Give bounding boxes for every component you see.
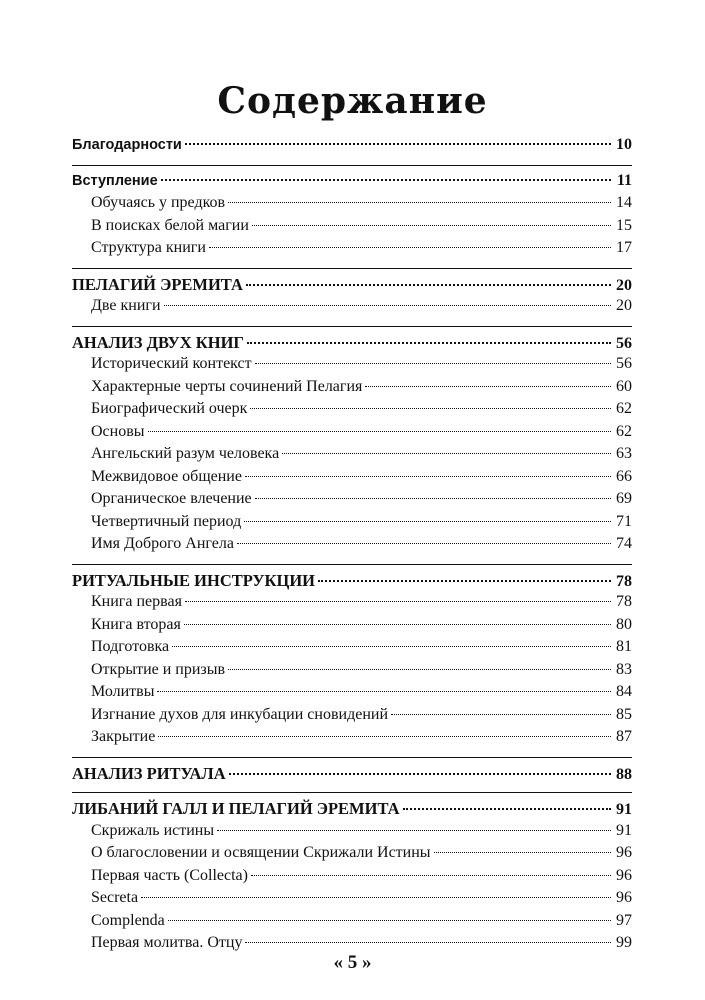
dot-leader <box>158 736 611 737</box>
toc-heading-entry[interactable] <box>72 764 632 787</box>
toc-entry-label: Открытие и призыв <box>91 660 226 678</box>
toc-entry-page: 80 <box>616 615 632 633</box>
toc-section <box>72 130 632 165</box>
page-title: Содержание <box>217 80 488 122</box>
toc-entry-label: Органическое влечение <box>91 490 252 507</box>
toc-entry[interactable] <box>72 513 632 536</box>
toc-entry-page: 15 <box>616 216 632 234</box>
toc-entry-label: Структура книги <box>91 239 206 256</box>
toc-entry-page: 56 <box>616 334 632 352</box>
toc-entry[interactable] <box>72 297 632 320</box>
toc-entry[interactable] <box>72 423 632 446</box>
toc-entry-page: 81 <box>616 638 632 655</box>
toc-entry-label: Книга вторая <box>91 615 181 633</box>
dot-leader <box>247 342 611 344</box>
toc-entry[interactable] <box>72 239 632 262</box>
toc-entry-label: АНАЛИЗ РИТУАЛА <box>72 763 226 783</box>
toc-entry-label: Межвидовое общение <box>91 467 242 485</box>
toc-entry[interactable] <box>72 593 632 616</box>
toc-entry-label: Две книги <box>91 297 161 314</box>
toc-entry-label: Благодарности <box>72 137 182 153</box>
toc-entry-page: 69 <box>616 490 632 507</box>
toc-entry-label: Скрижаль истины <box>91 821 215 839</box>
toc-entry-page: 71 <box>616 512 632 530</box>
toc-entry-page: 74 <box>616 535 632 552</box>
toc-entry-page: 56 <box>616 355 632 372</box>
toc-entry[interactable] <box>72 912 632 935</box>
toc-entry[interactable] <box>72 490 632 513</box>
toc-heading-entry[interactable] <box>72 136 632 159</box>
toc-entry-page: 63 <box>616 445 632 462</box>
toc-entry-label: Имя Доброго Ангела <box>91 535 234 552</box>
toc-entry-label: ЛИБАНИЙ ГАЛЛ И ПЕЛАГИЙ ЭРЕМИТА <box>72 799 400 818</box>
toc-heading-entry[interactable] <box>72 333 632 356</box>
toc-entry-page: 84 <box>616 683 632 700</box>
toc-entry-page: 60 <box>616 377 632 395</box>
dot-leader <box>391 714 611 715</box>
toc-entry-label: Исторический контекст <box>91 355 252 372</box>
dot-leader <box>228 202 611 203</box>
toc-entry[interactable] <box>72 844 632 867</box>
toc-entry-label: Ангельский разум человека <box>91 445 280 462</box>
toc-section <box>72 268 632 326</box>
toc-entry-page: 99 <box>616 934 632 951</box>
toc-entry-label: Основы <box>91 422 145 440</box>
toc-entry-label: Complenda <box>91 911 165 929</box>
toc-entry-label: В поисках белой магии <box>91 216 249 234</box>
toc-entry-label: Первая часть (Collecta) <box>91 866 248 884</box>
toc-section <box>72 757 632 793</box>
toc-entry-page: 87 <box>616 728 632 745</box>
toc-entry-page: 78 <box>616 593 632 610</box>
toc-entry-page: 91 <box>616 801 632 818</box>
table-of-contents <box>72 130 632 963</box>
dot-leader <box>157 691 611 692</box>
toc-section <box>72 326 632 564</box>
toc-entry-page: 85 <box>616 705 632 723</box>
dot-leader <box>250 408 611 409</box>
dot-leader <box>168 920 611 921</box>
toc-entry-label: Закрытие <box>91 728 156 745</box>
toc-entry-page: 14 <box>616 194 632 211</box>
toc-entry[interactable] <box>72 535 632 558</box>
toc-entry-label: Изгнание духов для инкубации сновидений <box>91 705 388 723</box>
toc-entry[interactable] <box>72 400 632 423</box>
toc-entry-page: 62 <box>616 422 632 440</box>
toc-entry-label: Книга первая <box>91 593 182 610</box>
dot-leader <box>229 773 611 775</box>
toc-entry-label: АНАЛИЗ ДВУХ КНИГ <box>72 332 244 352</box>
dot-leader <box>403 808 611 810</box>
toc-entry-label: Secreta <box>91 889 139 906</box>
dot-leader <box>217 830 611 831</box>
dot-leader <box>185 601 611 602</box>
dot-leader <box>252 225 611 226</box>
toc-entry-page: 10 <box>616 136 632 153</box>
dot-leader <box>141 897 611 898</box>
toc-entry-label: Подготовка <box>91 638 170 655</box>
toc-entry[interactable] <box>72 355 632 378</box>
toc-heading-entry[interactable] <box>72 172 632 195</box>
toc-entry[interactable] <box>72 616 632 639</box>
toc-section <box>72 165 632 268</box>
toc-entry[interactable] <box>72 867 632 890</box>
toc-entry[interactable] <box>72 706 632 729</box>
toc-heading-entry[interactable] <box>72 799 632 822</box>
toc-entry-page: 88 <box>616 765 632 783</box>
toc-entry-label: Молитвы <box>91 683 155 700</box>
toc-entry-label: О благословении и освящении Скрижали Истины <box>91 844 431 861</box>
toc-entry-label: Четвертичный период <box>91 512 242 530</box>
dot-leader <box>184 624 611 625</box>
dot-leader <box>255 363 611 364</box>
dot-leader <box>282 453 611 454</box>
toc-entry-page: 66 <box>616 467 632 485</box>
page-number: « 5 » <box>333 952 372 973</box>
toc-entry-page: 96 <box>616 889 632 906</box>
dot-leader <box>318 580 611 582</box>
toc-entry[interactable] <box>72 468 632 491</box>
dot-leader <box>255 498 611 499</box>
toc-entry-label: Обучаясь у предков <box>91 194 226 211</box>
toc-entry[interactable] <box>72 378 632 401</box>
dot-leader <box>434 852 611 853</box>
toc-entry[interactable] <box>72 822 632 845</box>
dot-leader <box>245 476 611 477</box>
dot-leader <box>237 543 611 544</box>
toc-entry[interactable] <box>72 683 632 706</box>
dot-leader <box>365 386 611 387</box>
toc-entry[interactable] <box>72 445 632 468</box>
dot-leader <box>228 669 611 670</box>
toc-entry-page: 97 <box>616 911 632 929</box>
dot-leader <box>244 521 611 522</box>
toc-entry[interactable] <box>72 638 632 661</box>
toc-entry-page: 11 <box>616 171 632 189</box>
dot-leader <box>172 646 611 647</box>
dot-leader <box>161 179 611 181</box>
toc-entry-page: 91 <box>616 821 632 839</box>
toc-entry[interactable] <box>72 661 632 684</box>
dot-leader <box>164 305 612 306</box>
toc-heading-entry[interactable] <box>72 275 632 298</box>
dot-leader <box>246 284 611 286</box>
dot-leader <box>251 875 611 876</box>
toc-section <box>72 792 632 963</box>
toc-entry-label: Биографический очерк <box>91 400 248 417</box>
toc-heading-entry[interactable] <box>72 571 632 594</box>
toc-entry-page: 62 <box>616 400 632 417</box>
dot-leader <box>185 143 611 145</box>
toc-entry[interactable] <box>72 217 632 240</box>
toc-entry-page: 20 <box>616 276 632 294</box>
toc-entry-page: 96 <box>616 866 632 884</box>
toc-entry[interactable] <box>72 728 632 751</box>
toc-entry-label: ПЕЛАГИЙ ЭРЕМИТА <box>72 274 243 294</box>
toc-entry-page: 78 <box>616 572 632 590</box>
toc-entry[interactable] <box>72 194 632 217</box>
toc-entry[interactable] <box>72 889 632 912</box>
dot-leader <box>209 247 611 248</box>
toc-section <box>72 564 632 757</box>
toc-entry-label: Вступление <box>72 172 158 189</box>
toc-entry-page: 17 <box>616 239 632 256</box>
toc-entry-label: Первая молитва. Отцу <box>91 934 243 951</box>
toc-entry-label: РИТУАЛЬНЫЕ ИНСТРУКЦИИ <box>72 570 315 590</box>
dot-leader <box>245 942 611 943</box>
toc-entry-page: 96 <box>616 844 632 861</box>
toc-entry-label: Характерные черты сочинений Пелагия <box>91 377 363 395</box>
dot-leader <box>148 431 611 432</box>
toc-entry-page: 83 <box>616 660 632 678</box>
toc-entry-page: 20 <box>616 297 632 314</box>
